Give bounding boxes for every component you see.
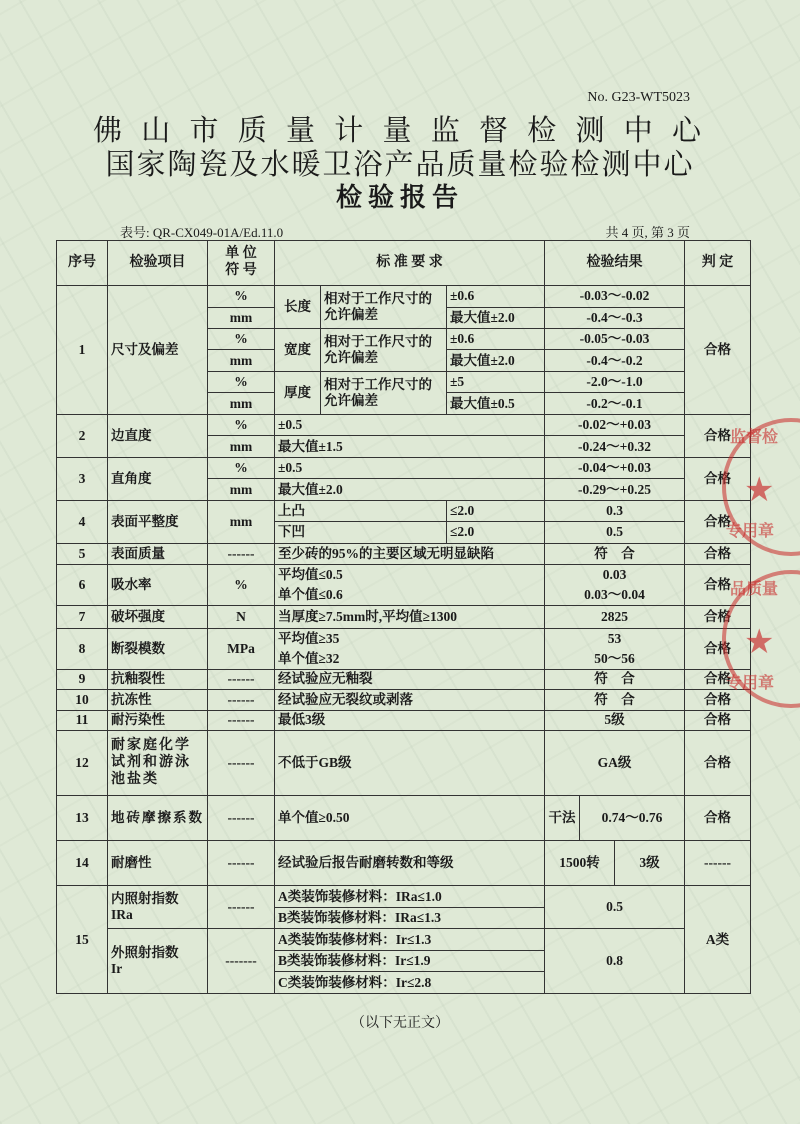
std-cell: ±0.5 <box>275 414 545 435</box>
unit-cell: mm <box>208 307 275 328</box>
result-cell: -0.29～+0.25 <box>545 479 685 500</box>
unit-cell: % <box>208 457 275 478</box>
result-cell: -0.04～+0.03 <box>545 457 685 478</box>
official-seal-stamp <box>722 570 800 708</box>
std-cell: 不低于GB级 <box>275 730 545 795</box>
judge-cell: A类 <box>685 886 751 994</box>
std-cell: 最低3级 <box>275 710 545 730</box>
report-title: 检验报告 <box>335 183 464 212</box>
result-cell: 2825 <box>545 606 685 629</box>
judge-cell: ------ <box>685 841 751 886</box>
table-row <box>57 500 751 521</box>
std-cell: 平均值≥35 <box>275 628 545 648</box>
std-cell: 最大值±2.0 <box>447 350 545 371</box>
page-number: 共 4 页, 第 3 页 <box>605 225 690 240</box>
table-row <box>57 543 751 564</box>
std-cell: 经试验应无裂纹或剥落 <box>275 690 545 710</box>
std-cell: 上凸 <box>275 500 447 521</box>
seq-cell: 15 <box>57 886 108 994</box>
item-cell: 表面质量 <box>108 543 208 564</box>
unit-cell: ------ <box>208 886 275 929</box>
col-result: 检验结果 <box>545 241 685 286</box>
std-cell: 最大值±1.5 <box>275 436 545 457</box>
unit-cell: ------ <box>208 543 275 564</box>
result-cell: 50～56 <box>545 649 685 669</box>
item-cell: 耐家庭化学试剂和游泳池盐类 <box>108 730 208 795</box>
result-cell: 0.5 <box>545 522 685 543</box>
std-cell: 单个值≤0.6 <box>275 585 545 605</box>
item-label: 外照射指数 <box>111 945 179 961</box>
table-row <box>57 669 751 689</box>
std-desc-cell: 相对于工作尺寸的允许偏差 <box>321 286 447 329</box>
table-row <box>57 628 751 648</box>
judge-cell: 合格 <box>685 606 751 629</box>
std-cell: 经试验后报告耐磨转数和等级 <box>275 841 545 886</box>
seal-text: 监督检 <box>730 427 779 446</box>
std-cell: 至少砖的95%的主要区域无明显缺陷 <box>275 543 545 564</box>
judge-cell: 合格 <box>685 543 751 564</box>
std-cell: 单个值≥32 <box>275 649 545 669</box>
item-cell: 尺寸及偏差 <box>108 286 208 415</box>
seq-cell: 8 <box>57 628 108 669</box>
table-header-row <box>57 241 751 286</box>
table-row <box>57 730 751 795</box>
judge-cell: 合格 <box>685 669 751 689</box>
std-cell: ±0.5 <box>275 457 545 478</box>
std-cell: 最大值±2.0 <box>275 479 545 500</box>
std-cell: ≤2.0 <box>447 500 545 521</box>
table-row <box>57 841 751 886</box>
col-item: 检验项目 <box>108 241 208 286</box>
seq-cell: 11 <box>57 710 108 730</box>
table-row <box>57 606 751 629</box>
col-seq: 序号 <box>57 241 108 286</box>
judge-cell: 合格 <box>685 628 751 669</box>
result-cell: -0.05～-0.03 <box>545 328 685 349</box>
unit-cell: N <box>208 606 275 629</box>
result-cell: 3级 <box>615 841 685 886</box>
unit-cell: mm <box>208 350 275 371</box>
table-row <box>57 286 751 307</box>
seq-cell: 7 <box>57 606 108 629</box>
star-icon: ★ <box>744 622 775 662</box>
std-cell: 当厚度≥7.5mm时,平均值≥1300 <box>275 606 545 629</box>
judge-cell: 合格 <box>685 690 751 710</box>
item-cell: 抗冻性 <box>108 690 208 710</box>
seq-cell: 4 <box>57 500 108 543</box>
std-cell: ±0.6 <box>447 328 545 349</box>
seq-cell: 6 <box>57 565 108 606</box>
item-cell: 断裂模数 <box>108 628 208 669</box>
result-cell: 符 合 <box>545 690 685 710</box>
item-cell: 耐污染性 <box>108 710 208 730</box>
unit-cell: ------ <box>208 690 275 710</box>
std-desc-cell: 相对于工作尺寸的允许偏差 <box>321 328 447 371</box>
item-cell: 直角度 <box>108 457 208 500</box>
sub-item-cell: 长度 <box>275 286 321 329</box>
seq-cell: 9 <box>57 669 108 689</box>
judge-cell: 合格 <box>685 457 751 500</box>
form-number: 表号: QR-CX049-01A/Ed.11.0 <box>120 225 284 240</box>
judge-cell: 合格 <box>685 414 751 457</box>
result-cell: 符 合 <box>545 669 685 689</box>
table-row <box>57 796 751 841</box>
item-cell <box>108 929 208 994</box>
unit-cell: ------ <box>208 841 275 886</box>
item-cell: 抗釉裂性 <box>108 669 208 689</box>
table-row <box>57 690 751 710</box>
item-label: 内照射指数 <box>111 891 179 907</box>
col-unit: 单 位 符 号 <box>208 241 275 286</box>
std-cell: 经试验应无釉裂 <box>275 669 545 689</box>
seq-cell: 3 <box>57 457 108 500</box>
result-cell: -0.02～+0.03 <box>545 414 685 435</box>
std-cell: ±0.6 <box>447 286 545 307</box>
std-cell: ±5 <box>447 371 545 392</box>
item-cell: 吸水率 <box>108 565 208 606</box>
col-judgement: 判 定 <box>685 241 751 286</box>
sub-item-cell: 宽度 <box>275 328 321 371</box>
unit-cell: % <box>208 414 275 435</box>
result-cell: -2.0～-1.0 <box>545 371 685 392</box>
unit-cell: mm <box>208 500 275 543</box>
item-cell: 破坏强度 <box>108 606 208 629</box>
star-icon: ★ <box>744 470 775 510</box>
seq-cell: 14 <box>57 841 108 886</box>
result-cell: -0.2～-0.1 <box>545 393 685 414</box>
seal-text: 专用章 <box>726 521 775 540</box>
official-seal-stamp <box>722 418 800 556</box>
item-cell: 耐磨性 <box>108 841 208 886</box>
judge-cell: 合格 <box>685 286 751 415</box>
table-row <box>57 457 751 478</box>
sub-item-cell: 厚度 <box>275 371 321 414</box>
unit-cell: ------ <box>208 730 275 795</box>
result-label-cell: 干法 <box>545 796 580 841</box>
item-cell: 表面平整度 <box>108 500 208 543</box>
unit-cell: mm <box>208 436 275 457</box>
seal-text: 专用章 <box>726 673 775 692</box>
unit-cell: % <box>208 565 275 606</box>
unit-cell: % <box>208 328 275 349</box>
result-cell: 0.03～0.04 <box>545 585 685 605</box>
result-cell: 0.03 <box>545 565 685 585</box>
seq-cell: 2 <box>57 414 108 457</box>
table-row <box>57 929 751 950</box>
seq-cell: 1 <box>57 286 108 415</box>
unit-cell: ------ <box>208 669 275 689</box>
unit-cell: mm <box>208 479 275 500</box>
inspection-table <box>56 240 751 994</box>
seal-text: 品质量 <box>730 579 779 598</box>
std-cell: A类装饰装修材料：Ir≤1.3 <box>275 929 545 950</box>
std-cell: 最大值±0.5 <box>447 393 545 414</box>
title-org-2: 国家陶瓷及水暖卫浴产品质量检验检测中心 <box>105 149 695 181</box>
item-symbol: IRa <box>111 907 133 923</box>
judge-cell: 合格 <box>685 565 751 606</box>
std-cell: ≤2.0 <box>447 522 545 543</box>
judge-cell: 合格 <box>685 500 751 543</box>
unit-cell: MPa <box>208 628 275 669</box>
unit-cell: ------ <box>208 796 275 841</box>
judge-cell: 合格 <box>685 710 751 730</box>
std-cell: C类装饰装修材料：Ir≤2.8 <box>275 972 545 994</box>
std-cell: B类装饰装修材料：Ir≤1.9 <box>275 950 545 971</box>
item-cell: 边直度 <box>108 414 208 457</box>
seq-cell: 12 <box>57 730 108 795</box>
unit-cell: ------- <box>208 929 275 994</box>
title-org-1: 佛 山 市 质 量 计 量 监 督 检 测 中 心 <box>92 115 707 147</box>
result-cell: 0.5 <box>545 886 685 929</box>
std-cell: 最大值±2.0 <box>447 307 545 328</box>
footer-note: （以下无正文） <box>351 1016 449 1031</box>
item-cell: 地砖摩擦系数 <box>108 796 208 841</box>
result-cell: -0.4～-0.3 <box>545 307 685 328</box>
result-cell: -0.4～-0.2 <box>545 350 685 371</box>
unit-cell: % <box>208 371 275 392</box>
seq-cell: 13 <box>57 796 108 841</box>
result-cell: 53 <box>545 628 685 648</box>
std-cell: 平均值≤0.5 <box>275 565 545 585</box>
result-cell: 0.3 <box>545 500 685 521</box>
unit-cell: % <box>208 286 275 307</box>
result-cell: 0.74～0.76 <box>580 796 685 841</box>
table-row <box>57 886 751 907</box>
result-cell: 1500转 <box>545 841 615 886</box>
report-number: No. G23-WT5023 <box>587 90 690 105</box>
std-desc-cell: 相对于工作尺寸的允许偏差 <box>321 371 447 414</box>
result-cell: 符 合 <box>545 543 685 564</box>
judge-cell: 合格 <box>685 796 751 841</box>
unit-cell: mm <box>208 393 275 414</box>
result-cell: -0.03～-0.02 <box>545 286 685 307</box>
table-row <box>57 710 751 730</box>
result-cell: GA级 <box>545 730 685 795</box>
std-cell: 单个值≥0.50 <box>275 796 545 841</box>
seq-cell: 10 <box>57 690 108 710</box>
unit-cell: ------ <box>208 710 275 730</box>
item-cell <box>108 886 208 929</box>
std-cell: B类装饰装修材料：IRa≤1.3 <box>275 907 545 928</box>
seq-cell: 5 <box>57 543 108 564</box>
table-row <box>57 414 751 435</box>
std-cell: A类装饰装修材料：IRa≤1.0 <box>275 886 545 907</box>
col-standard: 标 准 要 求 <box>275 241 545 286</box>
judge-cell: 合格 <box>685 730 751 795</box>
std-cell: 下凹 <box>275 522 447 543</box>
item-symbol: Ir <box>111 961 123 977</box>
result-cell: -0.24～+0.32 <box>545 436 685 457</box>
table-row <box>57 565 751 585</box>
result-cell: 5级 <box>545 710 685 730</box>
result-cell: 0.8 <box>545 929 685 994</box>
